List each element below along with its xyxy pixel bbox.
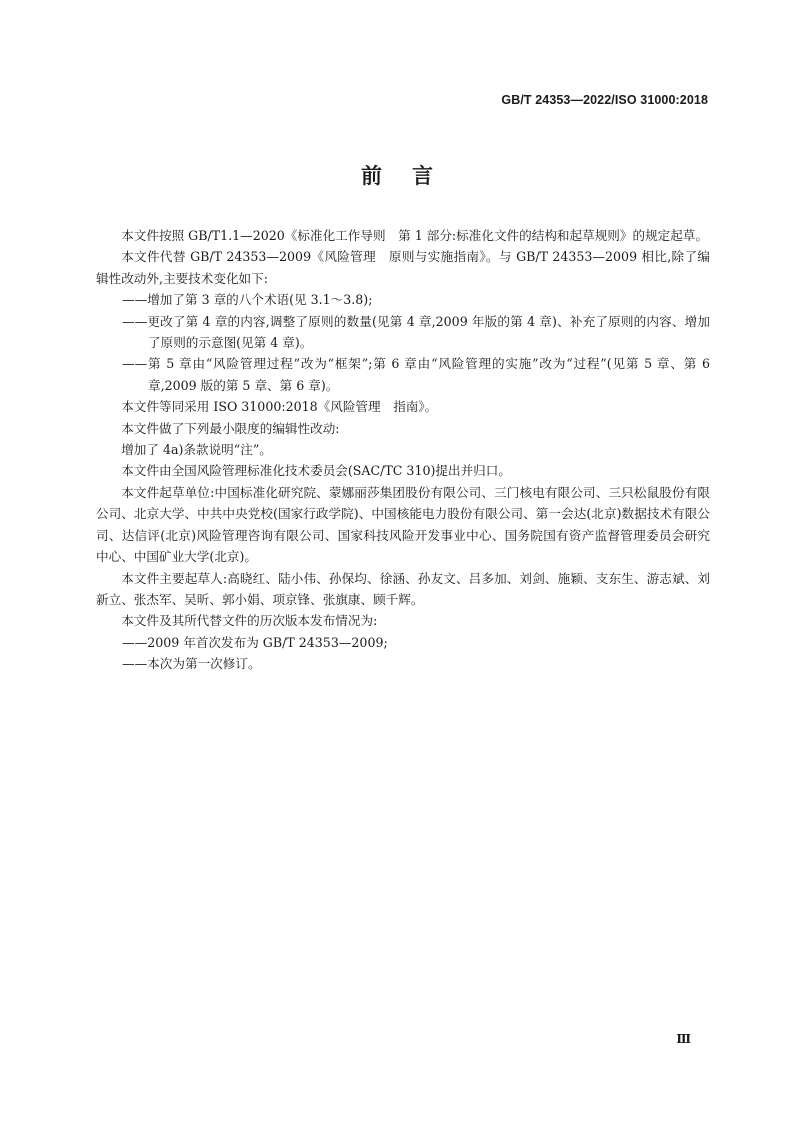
paragraph: 本文件起草单位:中国标准化研究院、蒙娜丽莎集团股份有限公司、三门核电有限公司、三只松鼠股份有限公司、北京大学、中共中央党校(国家行政学院)、中国核能电力股份有限公司、第一会达(北京)数据技术有限公司、达信评(北京)风险管理咨询有限公司、国家科技风险开发事业中心、国务院国有资产监督管理委员会研究中心、中国矿业大学(北京)。	[96, 484, 710, 565]
standard-code-header: GB/T 24353—2022/ISO 31000:2018	[501, 93, 708, 107]
paragraph: 本文件等同采用 ISO 31000:2018《风险管理 指南》。	[121, 399, 438, 415]
dash-list-item	[96, 653, 710, 674]
page-title: 前言	[361, 164, 463, 188]
paragraph: 本文件主要起草人:高晓红、陆小伟、孙保均、徐涵、孙友文、吕多加、刘剑、施颖、支东生、游志斌、刘新立、张杰军、吴昕、郭小娟、项京锋、张旗康、顾千辉。	[96, 570, 710, 607]
paragraph: 本文件及其所代替文件的历次版本发布情况为:	[121, 613, 378, 629]
dash-list-item	[96, 289, 710, 310]
dash-item-text: ——2009 年首次发布为 GB/T 24353—2009;	[122, 634, 388, 650]
dash-item-text: ——第 5 章由“风险管理过程”改为“框架”;第 6 章由“风险管理的实施”改为“过程”(见第 5 章、第 6 章,2009 版的第 5 章、第 6 章)。	[122, 356, 710, 393]
paragraph: 本文件做了下列最小限度的编辑性改动:	[121, 420, 340, 436]
foreword-body	[96, 225, 710, 675]
dash-item-text: ——增加了第 3 章的八个术语(见 3.1～3.8);	[122, 292, 373, 308]
paragraph: 本文件代替 GB/T 24353—2009《风险管理 原则与实施指南》。与 GB/T 24353—2009 相比,除了编辑性改动外,主要技术变化如下:	[96, 249, 710, 286]
paragraph: 增加了 4a)条款说明“注”。	[121, 442, 272, 458]
paragraph: 本文件按照 GB/T1.1—2020《标准化工作导则 第 1 部分:标准化文件的结构和起草规则》的规定起草。	[121, 228, 709, 243]
page-number: Ⅲ	[676, 1032, 691, 1046]
dash-list-item	[96, 353, 710, 396]
dash-list-item	[96, 311, 710, 354]
dash-item-text: ——本次为第一次修订。	[122, 656, 261, 672]
dash-list-item	[96, 632, 710, 653]
dash-item-text: ——更改了第 4 章的内容,调整了原则的数量(见第 4 章,2009 年版的第 4 章)、补充了原则的内容、增加了原则的示意图(见第 4 章)。	[122, 313, 710, 351]
paragraph: 本文件由全国风险管理标准化技术委员会(SAC/TC 310)提出并归口。	[121, 463, 511, 479]
